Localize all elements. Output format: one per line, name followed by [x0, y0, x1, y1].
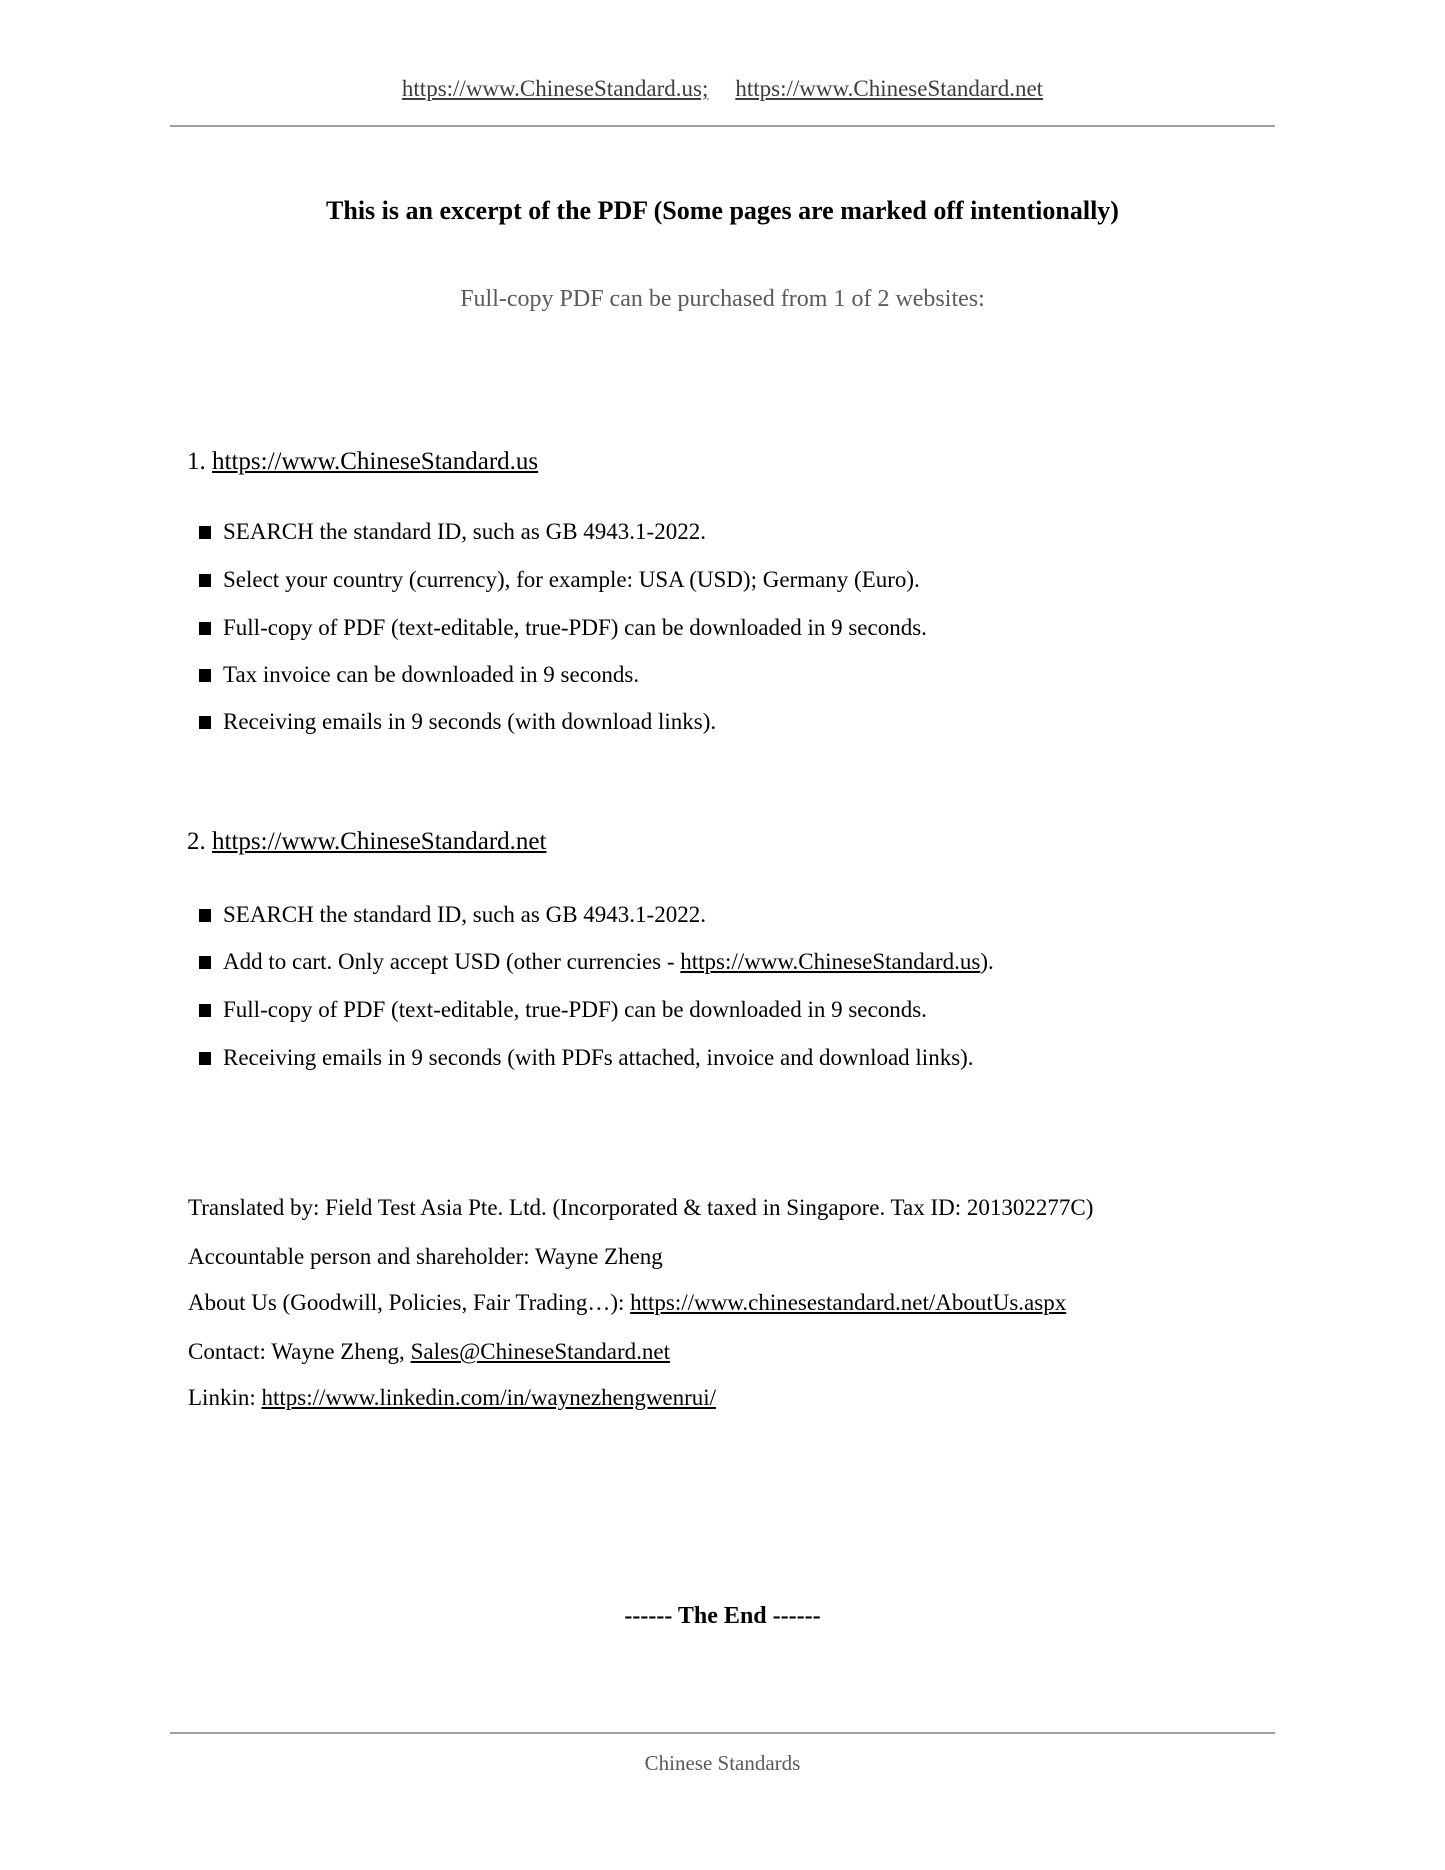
bullet-text-pre: Receiving emails in 9 seconds (with download links).: [223, 709, 717, 734]
inline-link[interactable]: https://www.ChineseStandard.us: [680, 949, 981, 974]
bullet-text: [223, 995, 927, 1025]
list-item: [199, 565, 1275, 595]
bullet-text-pre: Full-copy of PDF (text-editable, true-PDF) can be downloaded in 9 seconds.: [223, 615, 927, 640]
square-bullet-icon: [199, 716, 211, 729]
about-us-link[interactable]: https://www.chinesestandard.net/AboutUs.aspx: [630, 1290, 1067, 1315]
page-title: This is an excerpt of the PDF (Some pages are marked off intentionally): [326, 196, 1119, 225]
info-line-about-us: [188, 1288, 1305, 1318]
bullet-text: [223, 1043, 974, 1073]
end-marker: ------ The End ------: [624, 1603, 821, 1629]
square-bullet-icon: [199, 669, 211, 682]
bullet-text-post: ).: [980, 949, 994, 974]
bullet-text: [223, 517, 706, 547]
footer-divider: [170, 1732, 1275, 1734]
info-text-pre: Contact: Wayne Zheng,: [188, 1339, 411, 1364]
bullet-text: [223, 900, 706, 930]
list-item: [199, 947, 1275, 977]
square-bullet-icon: [199, 956, 211, 969]
bullet-text-pre: Add to cart. Only accept USD (other currencies -: [223, 949, 681, 974]
square-bullet-icon: [199, 909, 211, 922]
section-1-link[interactable]: https://www.ChineseStandard.us: [212, 448, 539, 475]
bullet-text-pre: SEARCH the standard ID, such as GB 4943.1-2022.: [223, 519, 706, 544]
linkedin-link[interactable]: https://www.linkedin.com/in/waynezhengwenrui/: [261, 1385, 717, 1410]
bullet-text: [223, 660, 639, 690]
info-line-accountable-person: [188, 1242, 1305, 1272]
list-item: [199, 517, 1275, 547]
section-1-number: 1.: [187, 448, 212, 475]
bullet-text: [223, 707, 716, 737]
list-item: [199, 900, 1275, 930]
section-2-number: 2.: [187, 828, 212, 855]
bullet-text-pre: SEARCH the standard ID, such as GB 4943.1-2022.: [223, 902, 706, 927]
bullet-text-pre: Tax invoice can be downloaded in 9 seconds.: [223, 662, 640, 687]
page-subtitle: Full-copy PDF can be purchased from 1 of 2 websites:: [460, 286, 985, 312]
info-line-linkedin: [188, 1383, 1305, 1413]
bullet-text: [223, 613, 927, 643]
bullet-text-pre: Full-copy of PDF (text-editable, true-PDF) can be downloaded in 9 seconds.: [223, 997, 927, 1022]
list-item: [199, 613, 1275, 643]
bullet-text-pre: Select your country (currency), for example: USA (USD); Germany (Euro).: [223, 567, 920, 592]
bullet-text-pre: Receiving emails in 9 seconds (with PDFs attached, invoice and download links).: [223, 1045, 974, 1070]
square-bullet-icon: [199, 574, 211, 587]
sales-email-link[interactable]: Sales@ChineseStandard.net: [410, 1339, 670, 1364]
list-item: [199, 995, 1275, 1025]
bullet-text: [223, 565, 920, 595]
header-link-chinesestandard-us[interactable]: https://www.ChineseStandard.us;: [401, 76, 709, 101]
header-link-chinesestandard-net[interactable]: https://www.ChineseStandard.net: [735, 76, 1044, 101]
info-line-translated-by: [188, 1193, 1305, 1223]
list-item: [199, 1043, 1275, 1073]
square-bullet-icon: [199, 1052, 211, 1065]
bullet-text: [223, 947, 994, 977]
square-bullet-icon: [199, 1004, 211, 1017]
list-item: [199, 707, 1275, 737]
info-line-contact: [188, 1337, 1305, 1367]
square-bullet-icon: [199, 526, 211, 539]
section-2-link[interactable]: https://www.ChineseStandard.net: [212, 828, 547, 855]
header-divider: [170, 125, 1275, 127]
info-text-pre: Translated by: Field Test Asia Pte. Ltd. (Incorporated & taxed in Singapore. Tax ID: 201302277C): [188, 1195, 1094, 1220]
info-text-pre: Accountable person and shareholder: Wayne Zheng: [188, 1244, 663, 1269]
section-2-heading: [187, 828, 546, 856]
info-text-pre: Linkin:: [188, 1385, 262, 1410]
footer-label: Chinese Standards: [644, 1751, 801, 1775]
square-bullet-icon: [199, 622, 211, 635]
header: [170, 76, 1275, 102]
info-text-pre: About Us (Goodwill, Policies, Fair Trading…):: [188, 1290, 631, 1315]
list-item: [199, 660, 1275, 690]
section-1-heading: [187, 448, 538, 476]
